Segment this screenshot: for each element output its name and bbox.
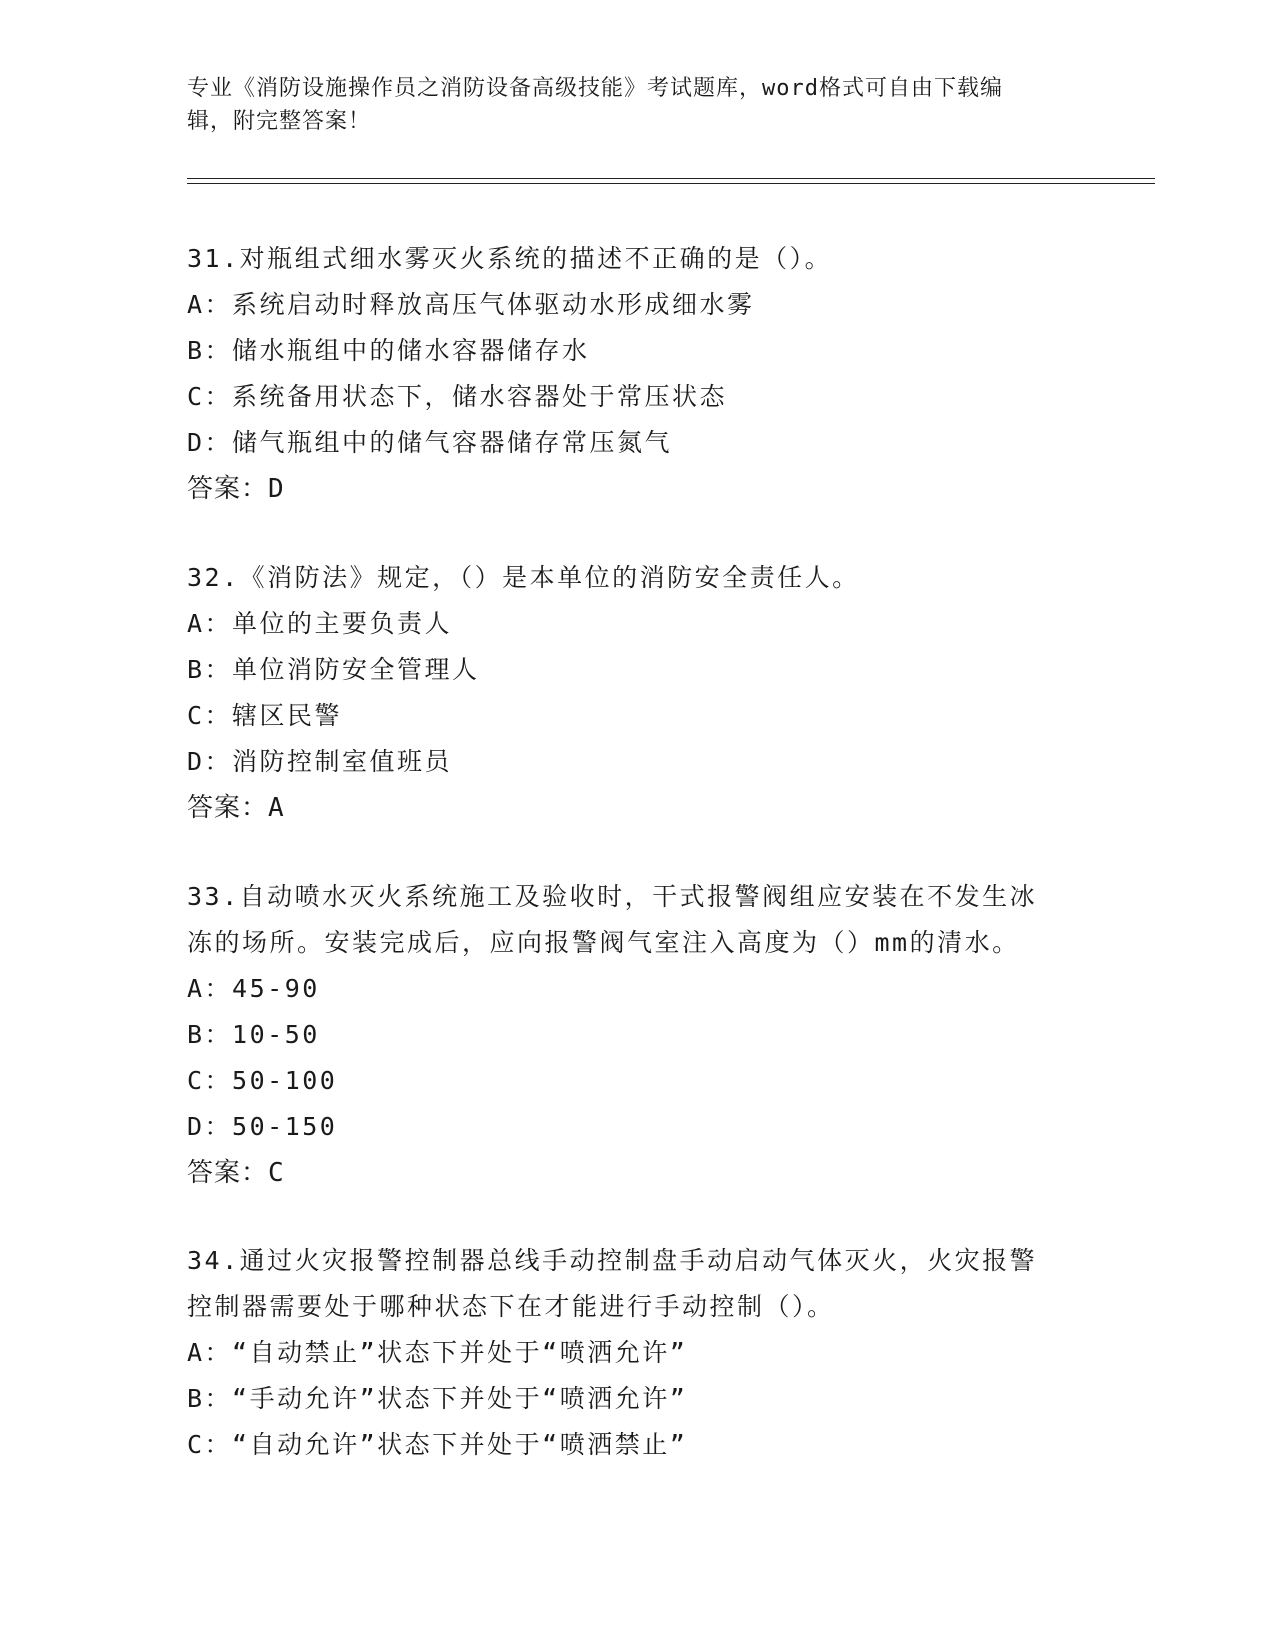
option-b: B：单位消防安全管理人 <box>187 655 480 684</box>
header-line-2: 辑，附完整答案！ <box>187 109 372 134</box>
answer-line <box>187 785 1087 831</box>
option-d: D：储气瓶组中的储气容器储存常压氮气 <box>187 428 673 457</box>
option-a: A：系统启动时释放高压气体驱动水形成细水雾 <box>187 290 755 319</box>
question-stem-line-1: 34.通过火灾报警控制器总线手动控制盘手动启动气体灭火，火灾报警 <box>187 1246 1038 1275</box>
option-d: D：50-150 <box>187 1112 338 1141</box>
answer-label: 答案： <box>187 474 269 504</box>
option-c: C：“自动允许”状态下并处于“喷洒禁止” <box>187 1430 688 1459</box>
question-stem-line-2: 控制器需要处于哪种状态下在才能进行手动控制（）。 <box>187 1292 835 1321</box>
answer-line <box>187 1150 1087 1196</box>
option-d: D：消防控制室值班员 <box>187 747 453 776</box>
question-stem-line-1: 33.自动喷水灭火系统施工及验收时，干式报警阀组应安装在不发生冰 <box>187 882 1038 911</box>
header-rule-bottom <box>187 183 1155 184</box>
option-a: A：45-90 <box>187 974 320 1003</box>
answer-value: C <box>268 1158 285 1188</box>
question-31 <box>187 236 1087 512</box>
question-33 <box>187 874 1087 1196</box>
option-c: C：50-100 <box>187 1066 338 1095</box>
option-c: C：系统备用状态下，储水容器处于常压状态 <box>187 382 728 411</box>
document-header <box>187 72 1087 138</box>
question-stem-line-2: 冻的场所。安装完成后，应向报警阀气室注入高度为（）mm的清水。 <box>187 928 1020 957</box>
option-b: B：“手动允许”状态下并处于“喷洒允许” <box>187 1384 688 1413</box>
option-b: B：储水瓶组中的储水容器储存水 <box>187 336 590 365</box>
question-stem: 32.《消防法》规定，（）是本单位的消防安全责任人。 <box>187 563 860 592</box>
option-c: C：辖区民警 <box>187 701 343 730</box>
question-stem: 31.对瓶组式细水雾灭火系统的描述不正确的是（）。 <box>187 244 833 273</box>
answer-label: 答案： <box>187 1158 269 1188</box>
answer-label: 答案： <box>187 793 269 823</box>
option-a: A：“自动禁止”状态下并处于“喷洒允许” <box>187 1338 688 1367</box>
question-32 <box>187 555 1087 831</box>
answer-line <box>187 466 1087 512</box>
header-line-1: 专业《消防设施操作员之消防设备高级技能》考试题库，word格式可自由下载编 <box>187 76 1003 101</box>
answer-value: D <box>268 474 285 504</box>
option-a: A：单位的主要负责人 <box>187 609 453 638</box>
header-rule-top <box>187 178 1155 179</box>
option-b: B：10-50 <box>187 1020 320 1049</box>
answer-value: A <box>268 793 285 823</box>
question-34 <box>187 1238 1087 1468</box>
